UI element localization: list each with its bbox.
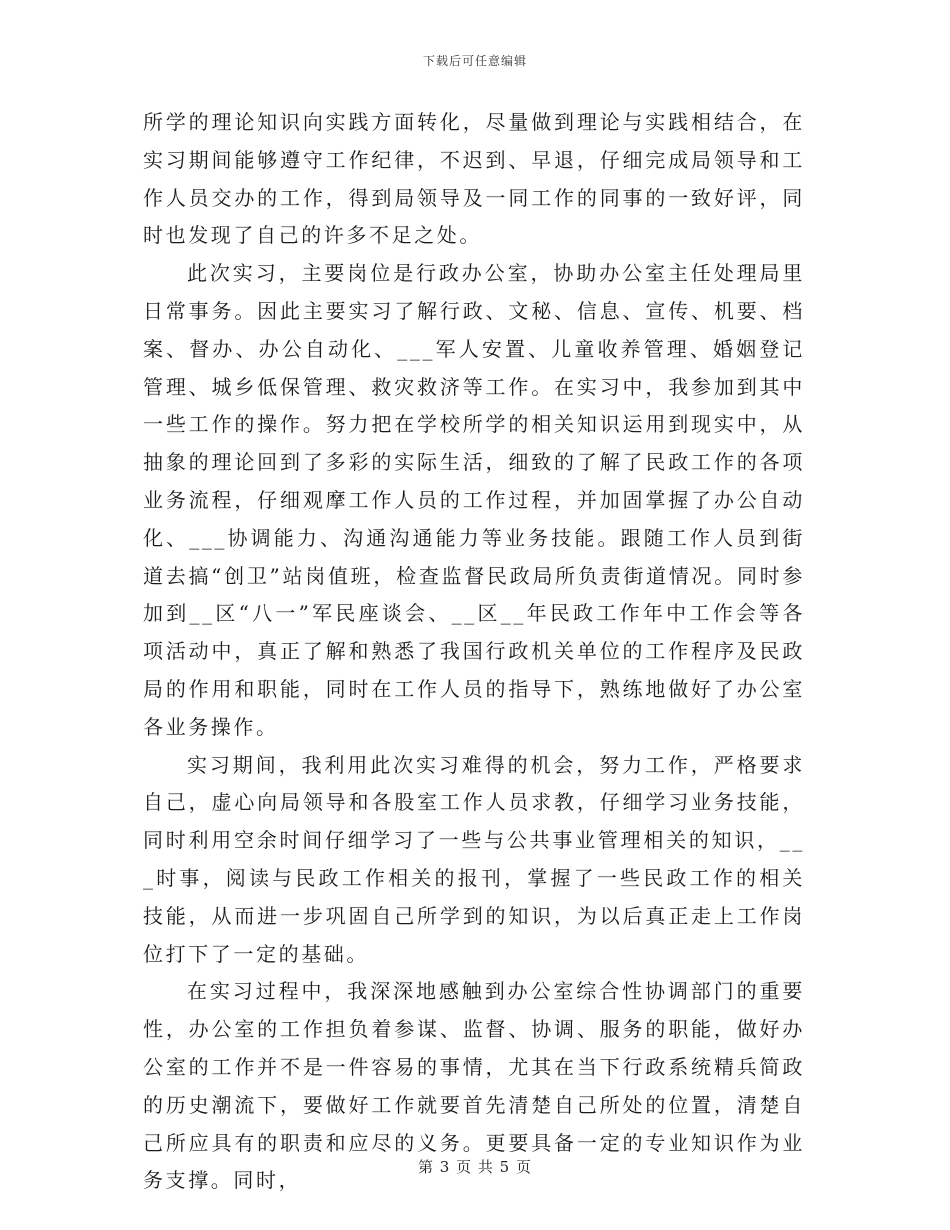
paragraph-1: 所学的理论知识向实践方面转化，尽量做到理论与实践相结合，在实习期间能够遵守工作纪律，不迟到、早退，仔细完成局领导和工作人员交办的工作，得到局领导及一同工作的同事的一致好评，同时也发现了自己的许多不足之处。 xyxy=(143,110,805,248)
document-body xyxy=(143,104,805,1200)
paragraph-4: 在实习过程中，我深深地感触到办公室综合性协调部门的重要性，办公室的工作担负着参谋、监督、协调、服务的职能，做好办公室的工作并不是一件容易的事情，尤其在当下行政系统精兵简政的历史潮流下，要做好工作就要首先清楚自己所处的位置，清楚自己所应具有的职责和应尽的义务。更要具备一定的专业知识作为业务支撑。同时， xyxy=(143,979,805,1193)
paragraph-2: 此次实习，主要岗位是行政办公室，协助办公室主任处理局里日常事务。因此主要实习了解行政、文秘、信息、宣传、机要、档案、督办、办公自动化、___军人安置、儿童收养管理、婚姻登记管理、城乡低保管理、救灾救济等工作。在实习中，我参加到其中一些工作的操作。努力把在学校所学的相关知识运用到现实中，从抽象的理论回到了多彩的实际生活，细致的了解了民政工作的各项业务流程，仔细观摩工作人员的工作过程，并加固掌握了办公自动化、___协调能力、沟通沟通能力等业务技能。跟随工作人员到街道去搞“创卫”站岗值班，检查监督民政局所负责街道情况。同时参加到__区“八一”军民座谈会、__区__年民政工作年中工作会等各项活动中，真正了解和熟悉了我国行政机关单位的工作程序及民政局的作用和职能，同时在工作人员的指导下，熟练地做好了办公室各业务操作。 xyxy=(143,261,805,739)
page-footer: 第 3 页 共 5 页 xyxy=(418,1158,532,1176)
paragraph-3: 实习期间，我利用此次实习难得的机会，努力工作，严格要求自己，虚心向局领导和各股室工作人员求教，仔细学习业务技能，同时利用空余时间仔细学习了一些与公共事业管理相关的知识，___时事，阅读与民政工作相关的报刊，掌握了一些民政工作的相关技能，从而进一步巩固自己所学到的知识，为以后真正走上工作岗位打下了一定的基础。 xyxy=(143,752,805,966)
page-header: 下载后可任意编辑 xyxy=(422,54,527,68)
